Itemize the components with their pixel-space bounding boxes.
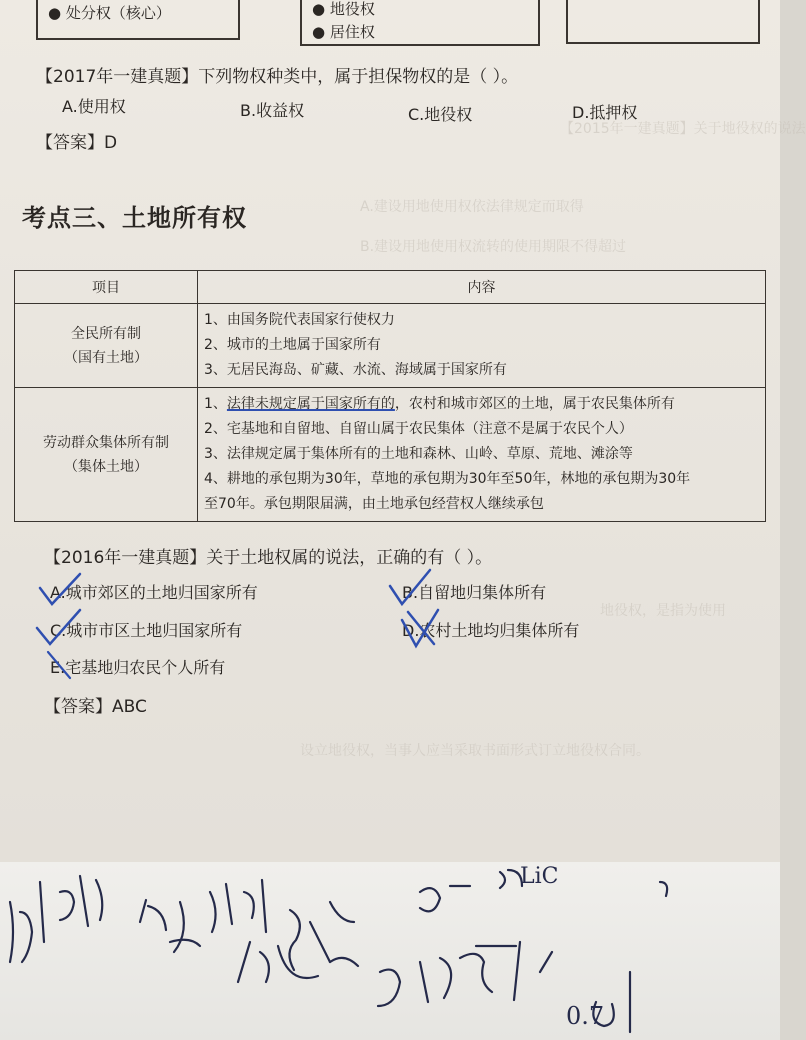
content-prefix: 1、 (204, 396, 227, 412)
top-box-left (36, 0, 240, 40)
pen-checkmark-icon (34, 606, 84, 648)
pen-checkmark-icon (386, 566, 436, 608)
top-box-middle-item: ● 居住权 (312, 23, 375, 41)
table-cell-content (198, 304, 766, 388)
handwritten-number: LiC (520, 864, 559, 889)
question-2016-option-a: A.城市郊区的土地归国家所有 (50, 583, 258, 602)
question-2017-answer: 【答案】D (36, 133, 118, 153)
item-line: 全民所有制 (71, 325, 141, 342)
land-ownership-table (14, 270, 766, 522)
content-line: 2、城市的土地属于国家所有 (204, 337, 381, 353)
handwritten-number: 0.7 (566, 1002, 605, 1030)
handwriting-scribbles-icon (0, 862, 780, 1040)
table-row (15, 388, 766, 522)
bleed-through-text: 【2015年一建真题】关于地役权的说法 (560, 121, 806, 137)
top-box-right (566, 0, 760, 44)
pen-strike-icon (44, 648, 76, 682)
underlined-phrase: 法律未规定属于国家所有的 (226, 396, 395, 412)
table-cell-item (15, 304, 198, 388)
bleed-through-text: A.建设用地使用权依法律规定而取得 (360, 199, 584, 215)
bleed-through-text: 地役权，是指为使用 (600, 603, 726, 619)
content-line: 2、宅基地和自留地、自留山属于农民集体（注意不是属于农民个人） (204, 421, 633, 437)
content-line: 1、由国务院代表国家行使权力 (204, 312, 395, 328)
top-box-left-item: ● 处分权（核心） (48, 4, 171, 22)
item-line: （集体土地） (64, 458, 148, 475)
question-2017-option-a: A.使用权 (62, 97, 126, 116)
table-row (15, 304, 766, 388)
section-title: 考点三、土地所有权 (22, 204, 247, 232)
top-box-middle-item: ● 地役权 (312, 0, 375, 18)
pen-cross-icon (396, 606, 442, 650)
table-header-content: 内容 (198, 271, 766, 304)
question-2016-stem: 【2016年一建真题】关于土地权属的说法，正确的有（ ）。 (44, 548, 493, 568)
item-line: （国有土地） (64, 349, 148, 366)
table-cell-item (15, 388, 198, 522)
item-line: 劳动群众集体所有制 (43, 434, 169, 451)
bleed-through-text: B.建设用地使用权流转的使用期限不得超过 (360, 239, 627, 255)
table-cell-content (198, 388, 766, 522)
table-header-row (15, 271, 766, 304)
content-line (204, 392, 759, 417)
content-line: 至70年。承包期限届满，由土地承包经营权人继续承包 (204, 496, 544, 512)
question-2016-option-e: E.宅基地归农民个人所有 (50, 658, 226, 677)
question-2016-option-b: B.自留地归集体所有 (402, 583, 547, 602)
question-2017-option-b: B.收益权 (240, 101, 305, 120)
content-line: 4、耕地的承包期为30年，草地的承包期为30年至50年，林地的承包期为30年 (204, 471, 691, 487)
content-rest: ，农村和城市郊区的土地，属于农民集体所有 (394, 396, 675, 412)
handwritten-notes (0, 862, 780, 1040)
question-2016-answer: 【答案】ABC (44, 697, 147, 717)
question-2016-option-d: D.农村土地均归集体所有 (402, 621, 580, 640)
question-2017-option-d: D.抵押权 (572, 103, 638, 122)
bleed-through-text: 设立地役权，当事人应当采取书面形式订立地役权合同。 (300, 743, 650, 759)
top-box-middle (300, 0, 540, 46)
question-2017-option-c: C.地役权 (408, 105, 473, 124)
question-2017-stem: 【2017年一建真题】下列物权种类中，属于担保物权的是（ ）。 (36, 67, 519, 87)
content-line: 3、无居民海岛、矿藏、水流、海域属于国家所有 (204, 362, 507, 378)
pen-checkmark-icon (36, 570, 86, 610)
question-2016-option-c: C.城市市区土地归国家所有 (50, 621, 243, 640)
table-header-item: 项目 (15, 271, 198, 304)
content-line: 3、法律规定属于集体所有的土地和森林、山岭、草原、荒地、滩涂等 (204, 446, 633, 462)
